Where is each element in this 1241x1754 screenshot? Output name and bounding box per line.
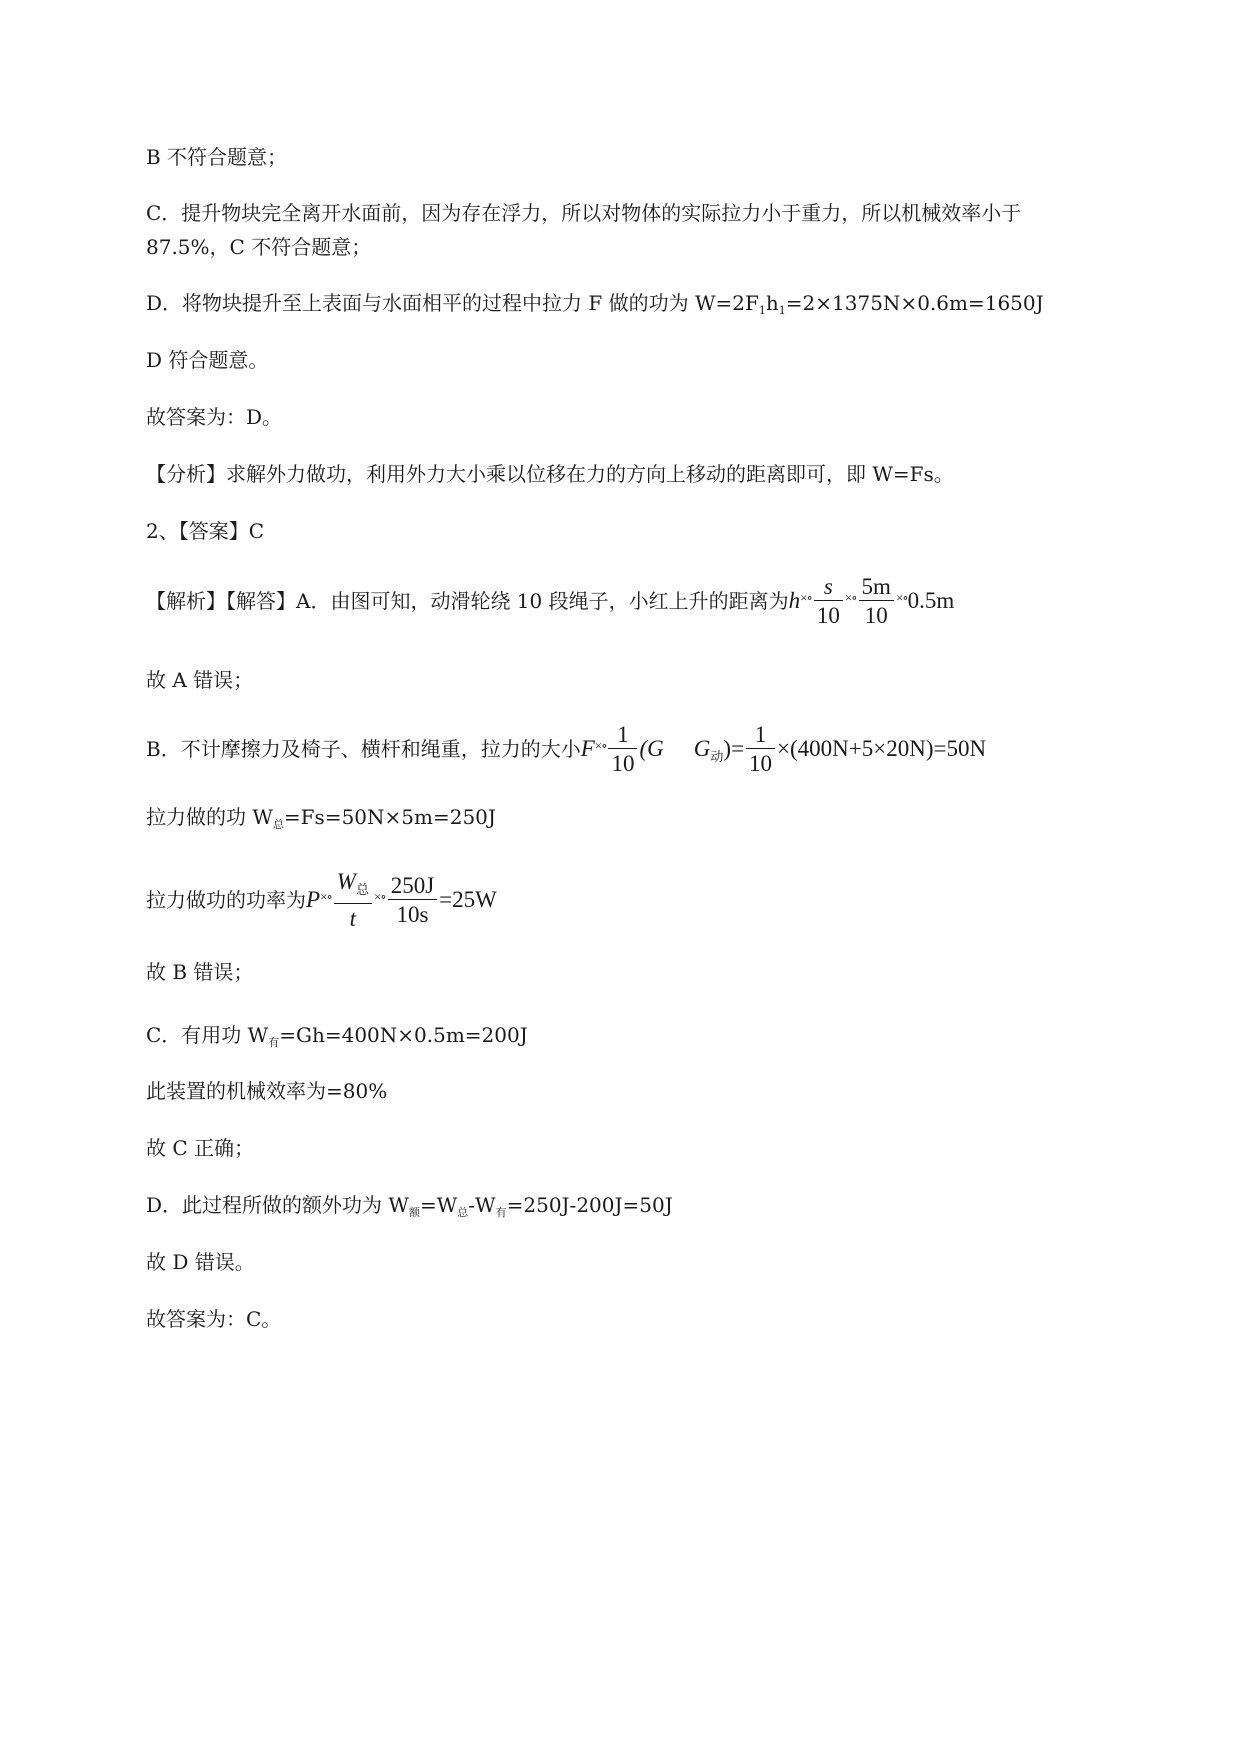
text: 故 B 错误； <box>146 960 254 984</box>
text-line-13 <box>146 869 497 934</box>
subscript: 有 <box>495 1206 507 1219</box>
text-line-20 <box>146 1305 281 1333</box>
text: D 符合题意。 <box>146 348 269 372</box>
fraction <box>814 574 843 631</box>
text-line-9 <box>146 574 954 631</box>
equation-force <box>580 722 987 776</box>
text-line-4 <box>146 289 1044 325</box>
math-var: P <box>306 886 321 912</box>
text: B．不计摩擦力及椅子、横杆和绳重，拉力的大小 <box>146 736 581 761</box>
subscript: 有 <box>268 1036 280 1049</box>
text-line-15 <box>146 1021 528 1057</box>
text: 故 C 正确； <box>146 1136 255 1160</box>
text: 2、【答案】C <box>146 519 265 543</box>
text-line-19 <box>146 1248 255 1276</box>
math-term: (G <box>639 735 664 761</box>
math-var: F <box>580 735 595 761</box>
equals-glyph: ×∘ <box>895 589 908 605</box>
math-var: h <box>788 587 801 613</box>
text-line-12 <box>146 803 496 839</box>
fraction-numerator: s <box>814 574 843 601</box>
text: 故 A 错误； <box>146 668 254 692</box>
fraction-numerator: 1 <box>608 722 637 749</box>
text: =Gh=400N×0.5m=200J <box>279 1023 528 1047</box>
equals-glyph: ×∘ <box>800 589 812 605</box>
text: 拉力做功的功率为 <box>146 887 306 912</box>
fraction-denominator: t <box>349 906 357 931</box>
text-line-2 <box>146 199 1021 227</box>
text: =250J-200J=50J <box>506 1193 673 1217</box>
text-line-1 <box>146 143 287 171</box>
fraction-denominator: 10 <box>749 751 773 776</box>
text: D．此过程所做的额外功为 W <box>146 1193 409 1217</box>
fraction-denominator: 10 <box>864 603 888 628</box>
equation-distance <box>788 574 955 628</box>
text: C．有用功 W <box>146 1023 269 1047</box>
equals-glyph: ×∘ <box>594 737 607 753</box>
text-line-14 <box>146 958 253 986</box>
fraction <box>388 873 437 930</box>
text-line-5 <box>146 346 268 374</box>
equals-glyph: ×∘ <box>373 888 386 904</box>
text: 此装置的机械效率为=80% <box>146 1079 388 1103</box>
text-line-18 <box>146 1191 673 1227</box>
text: 故 D 错误。 <box>146 1250 255 1274</box>
fraction <box>859 574 894 631</box>
fraction-numerator <box>334 869 372 904</box>
text-line-11 <box>146 722 986 779</box>
text: C．提升物块完全离开水面前，因为存在浮力，所以对物体的实际拉力小于重力，所以机械效率小于 <box>146 201 1022 225</box>
math-term: )= <box>723 735 745 761</box>
text: 拉力做的功 W <box>146 805 273 829</box>
fraction <box>746 722 775 779</box>
subscript: 1 <box>758 304 766 317</box>
text: 【分析】求解外力做功，利用外力大小乘以位移在力的方向上移动的距离即可，即 W=Fs。 <box>146 462 954 486</box>
text-line-17 <box>146 1134 254 1162</box>
text: 故答案为：C。 <box>146 1307 282 1331</box>
math-result: 0.5m <box>907 587 955 613</box>
fraction-denominator: 10 <box>611 751 635 776</box>
text: B 不符合题意； <box>146 145 288 169</box>
text: 故答案为：D。 <box>146 405 283 429</box>
text: D．将物块提升至上表面与水面相平的过程中拉力 F 做的功为 W=2F <box>146 291 759 315</box>
fraction-denominator: 10 <box>816 603 840 628</box>
fraction-numerator: 250J <box>388 873 437 900</box>
subscript: 总 <box>355 882 369 897</box>
text: 87.5%，C 不符合题意； <box>146 235 372 259</box>
fraction-denominator: 10s <box>396 902 429 927</box>
subscript: 总 <box>457 1206 469 1219</box>
text: =Fs=50N×5m=250J <box>283 805 496 829</box>
text: -W <box>468 1193 496 1217</box>
subscript: 额 <box>408 1206 420 1219</box>
equals-glyph: ×∘ <box>844 589 857 605</box>
fraction-numerator: 1 <box>746 722 775 749</box>
text: h <box>765 291 779 315</box>
subscript: 动 <box>710 748 724 764</box>
subscript: 1 <box>778 304 786 317</box>
text-line-3 <box>146 233 371 261</box>
subscript: 总 <box>272 818 284 831</box>
text: =2×1375N×0.6m=1650J <box>785 291 1044 315</box>
text: 【解析】【解答】A．由图可知，动滑轮绕 10 段绳子，小红上升的距离为 <box>146 588 789 613</box>
math-result: ×(400N+5×20N)=50N <box>777 735 987 761</box>
math-result: =25W <box>439 886 497 912</box>
fraction-numerator: 5m <box>859 574 894 601</box>
fraction <box>334 869 372 934</box>
equals-glyph: ×∘ <box>320 888 332 904</box>
math-var: W <box>336 869 356 894</box>
equation-power <box>306 869 497 931</box>
text-line-16 <box>146 1077 387 1105</box>
text: =W <box>419 1193 458 1217</box>
text-line-10 <box>146 666 253 694</box>
math-var: G <box>693 735 711 761</box>
text-line-6 <box>146 403 282 431</box>
text-line-8 <box>146 517 264 545</box>
text-line-7 <box>146 460 954 488</box>
fraction <box>608 722 637 779</box>
